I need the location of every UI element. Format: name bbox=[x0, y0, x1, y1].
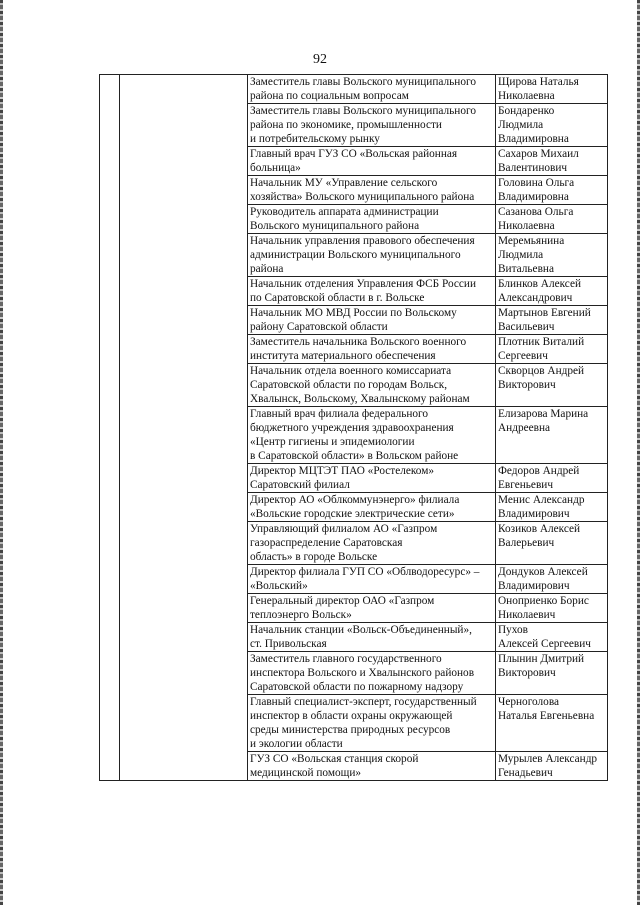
position-cell: Генеральный директор ОАО «Газпром теплоэнерго Вольск» bbox=[248, 594, 496, 623]
position-cell: Начальник МО МВД России по Вольскому району Саратовской области bbox=[248, 306, 496, 335]
position-cell: Начальник МУ «Управление сельского хозяйства» Вольского муниципального района bbox=[248, 176, 496, 205]
position-cell: Начальник отдела военного комиссариата Саратовской области по городам Вольск, Хвалынск, Вольскому, Хвалынскому районам bbox=[248, 364, 496, 407]
commission-members-table bbox=[99, 74, 608, 781]
position-cell: Начальник управления правового обеспечения администрации Вольского муниципального района bbox=[248, 234, 496, 277]
position-cell: Управляющий филиалом АО «Газпром газораспределение Саратовская область» в городе Вольске bbox=[248, 522, 496, 565]
person-name-cell: Меремьянина Людмила Витальевна bbox=[496, 234, 608, 277]
person-name-cell: Головина Ольга Владимировна bbox=[496, 176, 608, 205]
person-name-cell: Черноголова Наталья Евгеньевна bbox=[496, 695, 608, 752]
position-cell: Главный врач ГУЗ СО «Вольская районная больница» bbox=[248, 147, 496, 176]
person-name-cell: Плынин Дмитрий Викторович bbox=[496, 652, 608, 695]
position-cell: Руководитель аппарата администрации Вольского муниципального района bbox=[248, 205, 496, 234]
position-cell: Директор филиала ГУП СО «Облводоресурс» – «Вольский» bbox=[248, 565, 496, 594]
person-name-cell: Скворцов Андрей Викторович bbox=[496, 364, 608, 407]
person-name-cell: Бондаренко Людмила Владимировна bbox=[496, 104, 608, 147]
position-cell: Главный специалист-эксперт, государственный инспектор в области охраны окружающей среды министерства природных ресурсов и экологии области bbox=[248, 695, 496, 752]
position-cell: Заместитель главного государственного инспектора Вольского и Хвалынского районов Саратовской области по пожарному надзору bbox=[248, 652, 496, 695]
person-name-cell: Блинков Алексей Александрович bbox=[496, 277, 608, 306]
person-name-cell: Щирова Наталья Николаевна bbox=[496, 75, 608, 104]
person-name-cell: Мурылев Александр Генадьевич bbox=[496, 752, 608, 781]
person-name-cell: Пухов Алексей Сергеевич bbox=[496, 623, 608, 652]
person-name-cell: Елизарова Марина Андреевна bbox=[496, 407, 608, 464]
person-name-cell: Козиков Алексей Валерьевич bbox=[496, 522, 608, 565]
person-name-cell: Сазанова Ольга Николаевна bbox=[496, 205, 608, 234]
table-body bbox=[100, 75, 608, 781]
person-name-cell: Менис Александр Владимирович bbox=[496, 493, 608, 522]
merged-number-column bbox=[100, 75, 120, 781]
person-name-cell: Федоров Андрей Евгеньевич bbox=[496, 464, 608, 493]
merged-category-column bbox=[120, 75, 248, 781]
position-cell: ГУЗ СО «Вольская станция скорой медицинской помощи» bbox=[248, 752, 496, 781]
person-name-cell: Мартынов Евгений Васильевич bbox=[496, 306, 608, 335]
position-cell: Начальник отделения Управления ФСБ России по Саратовской области в г. Вольске bbox=[248, 277, 496, 306]
person-name-cell: Дондуков Алексей Владимирович bbox=[496, 565, 608, 594]
position-cell: Заместитель начальника Вольского военного института материального обеспечения bbox=[248, 335, 496, 364]
table-row bbox=[100, 75, 608, 104]
person-name-cell: Плотник Виталий Сергеевич bbox=[496, 335, 608, 364]
position-cell: Заместитель главы Вольского муниципального района по экономике, промышленности и потребительскому рынку bbox=[248, 104, 496, 147]
position-cell: Главный врач филиала федерального бюджетного учреждения здравоохранения «Центр гигиены и эпидемиологии в Саратовской области» в Вольском районе bbox=[248, 407, 496, 464]
person-name-cell: Оноприенко Борис Николаевич bbox=[496, 594, 608, 623]
person-name-cell: Сахаров Михаил Валентинович bbox=[496, 147, 608, 176]
position-cell: Директор МЦТЭТ ПАО «Ростелеком» Саратовский филиал bbox=[248, 464, 496, 493]
scan-edge-left bbox=[0, 0, 3, 905]
position-cell: Заместитель главы Вольского муниципального района по социальным вопросам bbox=[248, 75, 496, 104]
page-number: 92 bbox=[313, 52, 327, 67]
position-cell: Директор АО «Облкоммунэнерго» филиала «Вольские городские электрические сети» bbox=[248, 493, 496, 522]
position-cell: Начальник станции «Вольск-Объединенный», ст. Привольская bbox=[248, 623, 496, 652]
